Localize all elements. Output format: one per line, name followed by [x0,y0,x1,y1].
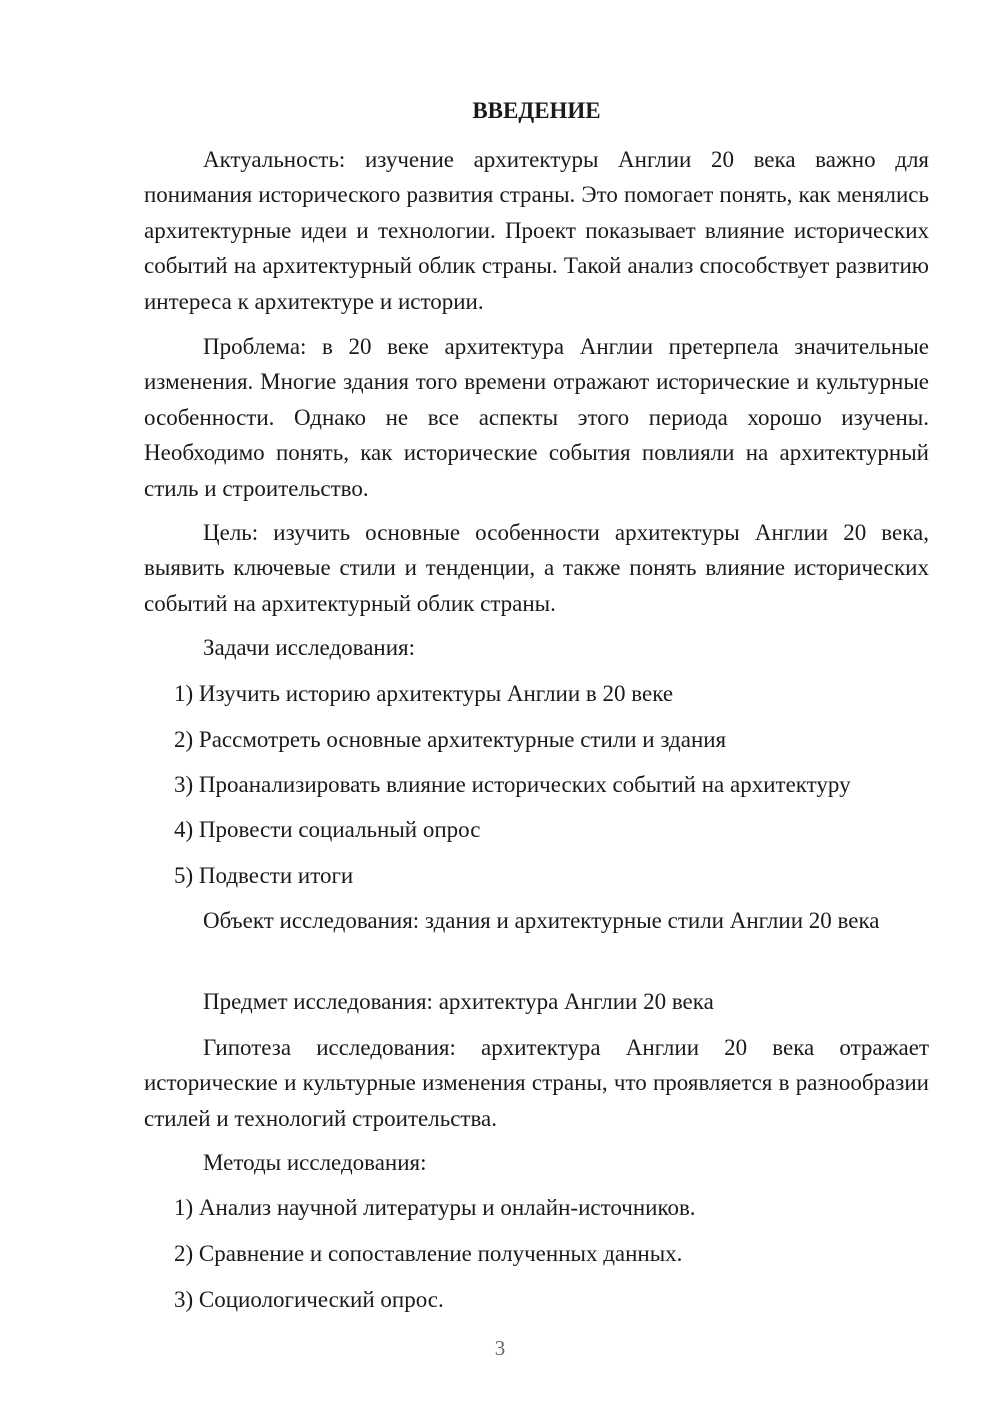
methods-heading: Методы исследования: [203,1150,427,1175]
problem-paragraph: Проблема: в 20 веке архитектура Англии претерпела значительные изменения. Многие здания того времени отражают исторические и культурные особенности. Однако не все аспекты этого периода хорошо изучены. Необходимо понять, как исторические события повлияли на архитектурный стиль и строительство. [144,334,929,501]
task-item: 4) Провести социальный опрос [174,817,481,842]
method-item: 3) Социологический опрос. [174,1287,444,1312]
object-paragraph: Объект исследования: здания и архитектурные стили Англии 20 века [203,908,880,933]
task-item: 5) Подвести итоги [174,863,354,888]
relevance-paragraph: Актуальность: изучение архитектуры Англии 20 века важно для понимания исторического развития страны. Это помогает понять, как менялись архитектурные идеи и технологии. Проект показывает влияние исторических событий на архитектурный облик страны. Такой анализ способствует развитию интереса к архитектуре и истории. [144,147,929,314]
task-item: 3) Проанализировать влияние исторических событий на архитектуру [174,772,851,797]
page-number: 3 [494,1336,506,1360]
tasks-heading: Задачи исследования: [203,635,416,660]
goal-paragraph: Цель: изучить основные особенности архитектуры Англии 20 века, выявить ключевые стили и тенденции, а также понять влияние исторических событий на архитектурный облик страны. [144,520,929,616]
task-item: 1) Изучить историю архитектуры Англии в 20 веке [174,681,674,706]
page-title: ВВЕДЕНИЕ [472,98,601,123]
hypothesis-paragraph: Гипотеза исследования: архитектура Англии 20 века отражает исторические и культурные изменения страны, что проявляется в разнообразии стилей и технологий строительства. [144,1035,929,1131]
task-item: 2) Рассмотреть основные архитектурные стили и здания [174,727,727,752]
subject-paragraph: Предмет исследования: архитектура Англии 20 века [203,989,714,1014]
method-item: 1) Анализ научной литературы и онлайн-источников. [174,1195,696,1220]
method-item: 2) Сравнение и сопоставление полученных данных. [174,1241,683,1266]
